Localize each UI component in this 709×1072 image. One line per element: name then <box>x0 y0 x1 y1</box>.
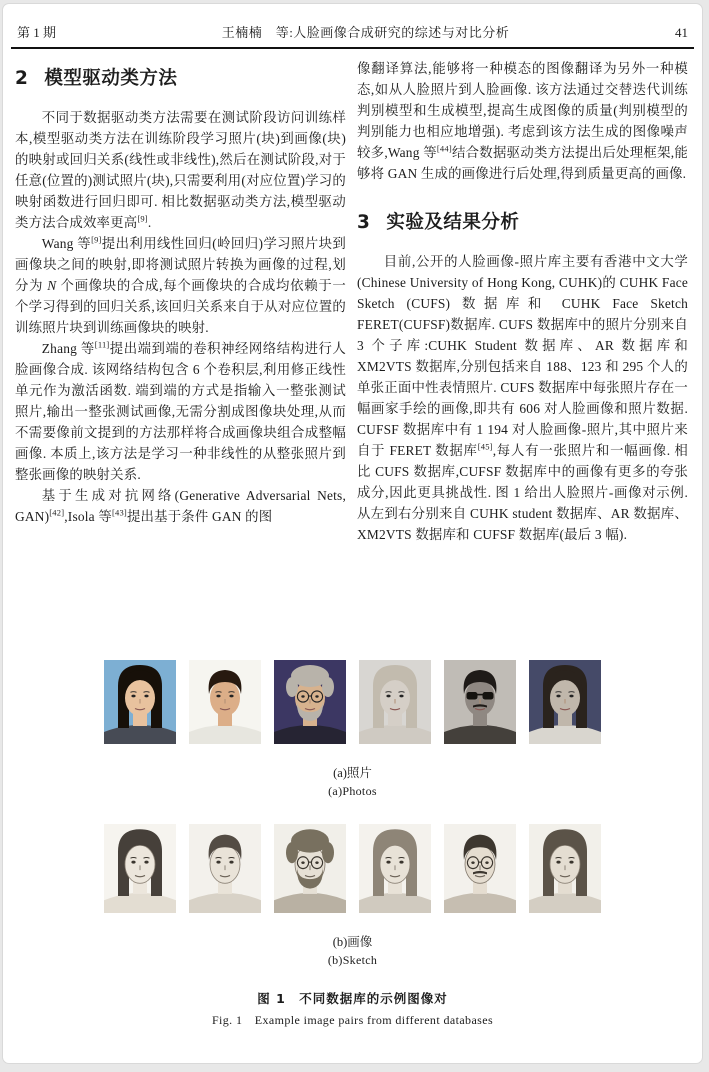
header-rule <box>11 47 694 49</box>
section-2-title: 模型驱动类方法 <box>44 68 178 89</box>
sketch-row-caption-cn: (b)画像 <box>332 935 373 949</box>
sketch-image-sketch-woman-light-hair <box>359 824 431 913</box>
citation-ref: [9] <box>91 234 102 245</box>
paragraph: 基于生成对抗网络(Generative Adversarial Nets, GAN)[42],Isola 等[43]提出基于条件 GAN 的图 <box>15 488 346 524</box>
left-column <box>15 58 346 654</box>
running-title: 王楠楠 等:人脸画像合成研究的综述与对比分析 <box>221 25 510 40</box>
citation-ref: [11] <box>94 339 110 350</box>
photo-image-man-sunglasses-moustache-greyscale <box>444 660 516 744</box>
citation-ref: [44] <box>436 143 452 154</box>
photo-image-blonde-woman-greyscale <box>359 660 431 744</box>
two-column-body <box>15 58 688 654</box>
paper-page <box>2 3 703 1064</box>
citation-ref: [43] <box>111 507 127 518</box>
citation-ref: [42] <box>49 507 65 518</box>
citation-ref: [45] <box>477 441 493 452</box>
section-3-number: 3 <box>357 212 371 233</box>
paragraph: 不同于数据驱动类方法需要在测试阶段访问训练样本,模型驱动类方法在训练阶段学习照片(块)到画像(块)的映射或回归关系(线性或非线性),然后在测试阶段,对于任意(位置的)测试照片(块),只需要利用(对应位置)学习的映射函数进行回归即可. 相比数据驱动类方法,模型驱动类方法合成效率更高[9]. <box>15 110 346 230</box>
right-column <box>357 58 688 654</box>
math-variable: N <box>47 278 57 293</box>
figure-caption-en: Fig. 1 Example image pairs from different databases <box>211 1013 494 1027</box>
photo-row-caption-en: (a)Photos <box>328 784 377 798</box>
sketch-image-sketch-woman-shoulder-length-hair <box>529 824 601 913</box>
paragraph: Wang 等[9]提出利用线性回归(岭回归)学习照片块到画像块之间的映射,即将测试照片转换为画像的过程,划分为 N 个画像块的合成,每个画像块的合成均依赖于一个学习得到的回归关系,该回归关系来自于从对应位置的训练照片块到训练画像块的映射. <box>15 234 347 335</box>
photo-image-young-man-short-dark-hair-white-background <box>189 660 261 744</box>
page-number: 41 <box>675 25 688 40</box>
section-3-heading <box>357 208 688 234</box>
paragraph-continuation: 像翻译算法,能够将一种模态的图像翻译为另外一种模态,如从人脸照片到人脸画像. 该方法通过交替迭代训练判别模型和生成模型,提高生成图像的质量(判别模型的判别能力也相应地增强). 考虑到该方法生成的图像噪声较多,Wang 等[44]结合数据驱动类方法提出后处理框架,能够将 GAN 生成的画像进行后处理,得到质量更高的画像. <box>357 61 688 181</box>
paragraph: 目前,公开的人脸画像-照片库主要有香港中文大学(Chinese University of Hong Kong, CUHK)的 CUHK Face Sketch (CUFS) 数据库和 CUHK Face Sketch FERET(CUFSF)数据库. CUFS 数据库中的照片分别来自 3 个子库:CUHK Student 数据库、AR 数据库和 XM2VTS 数据库,分别包括来自 188、123 和 295 个人的单张正面中性表情照片. CUFS 数据库中每张照片存在一幅画家手绘的画像,即共有 606 对人脸画像和照片数据. CUFSF 数据库中有 1 194 对人脸画像-照片,其中照片来自于 FERET 数据库[45],每人有一张照片和一幅画像. 相比 CUFS 数据库,CUFSF 数据库中的画像有更多的夸张成分,因此更具挑战性. 图 1 给出人脸照片-画像对示例. 从左到右分别来自 CUHK student 数据库、AR 数据库、XM2VTS 数据库和 CUFSF 数据库(最后 3 幅). <box>357 254 688 542</box>
sketch-image-sketch-young-woman-long-hair <box>104 824 176 913</box>
section-2-number: 2 <box>15 68 29 89</box>
photo-row-caption-cn: (a)照片 <box>333 766 372 780</box>
sketch-row <box>3 824 702 913</box>
photo-image-young-woman-long-dark-hair-blue-background <box>104 660 176 744</box>
sketch-row-caption-en: (b)Sketch <box>327 953 378 967</box>
photo-image-older-man-grey-hair-beard-glasses-dark-background <box>274 660 346 744</box>
page-header <box>17 22 688 41</box>
photo-row <box>3 660 702 744</box>
section-2-heading <box>15 64 346 90</box>
section-3-title: 实验及结果分析 <box>386 212 520 233</box>
citation-ref: [9] <box>137 213 148 224</box>
sketch-image-sketch-older-man-frizzy-hair-beard-glasses <box>274 824 346 913</box>
sketch-image-sketch-young-man-short-hair <box>189 824 261 913</box>
paragraph: Zhang 等[11]提出端到端的卷积神经网络结构进行人脸画像合成. 该网络结构包含 6 个卷积层,利用修正线性单元作为激活函数. 端到端的方式是指输入一整张测试照片,输出一整张测试画像,无需分割成图像块处理,从而不需要像前文提到的方法那样将合成画像块组合成整幅画像. 本质上,该方法是学习一种非线性的从整张照片到整张画像的映射关系. <box>15 339 346 482</box>
figure-caption-cn: 图 1 不同数据库的示例图像对 <box>257 991 448 1006</box>
photo-image-woman-dark-hair-greyscale-blue-background <box>529 660 601 744</box>
sketch-image-sketch-man-glasses-moustache <box>444 824 516 913</box>
journal-issue: 第 1 期 <box>17 25 57 40</box>
figure-1 <box>3 654 702 1028</box>
